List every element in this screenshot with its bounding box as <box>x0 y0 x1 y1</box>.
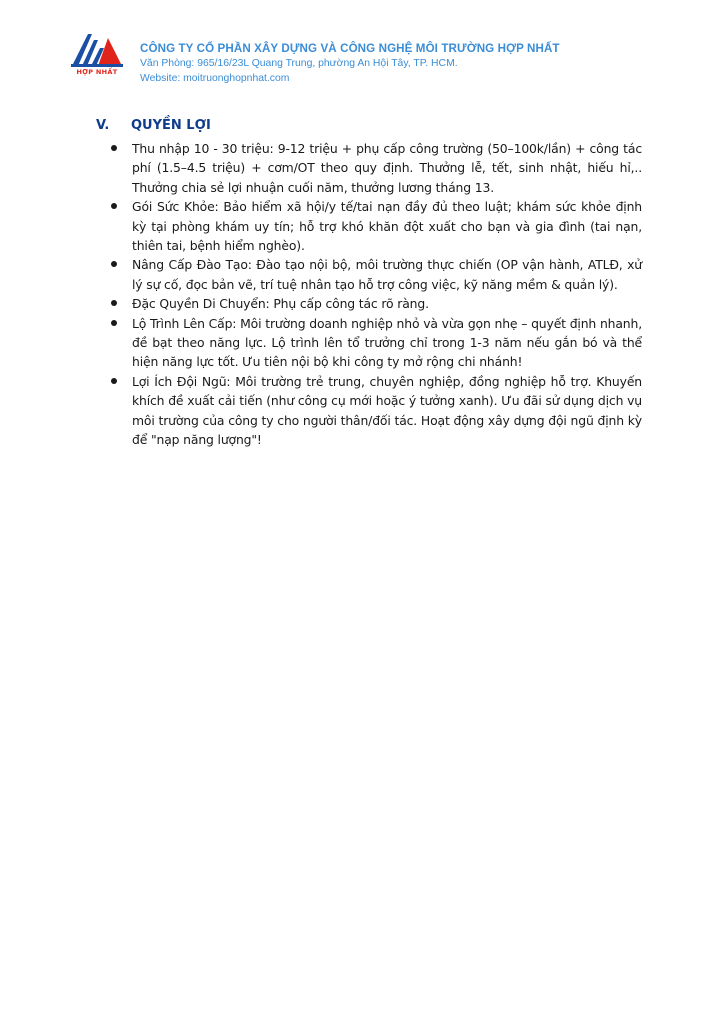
list-item <box>96 255 642 294</box>
benefits-section <box>96 117 642 450</box>
list-item-text: Nâng Cấp Đào Tạo: Đào tạo nội bộ, môi trường thực chiến (OP vận hành, ATLĐ, xử lý sự cố, đọc bản vẽ, trí tuệ nhân tạo hỗ trợ công việc, kỹ năng mềm & quản lý). <box>132 257 642 292</box>
list-item <box>96 314 642 372</box>
bullet-icon <box>111 145 117 151</box>
section-title: QUYỀN LỢI <box>131 118 211 133</box>
list-item-text: Lợi Ích Đội Ngũ: Môi trường trẻ trung, chuyên nghiệp, đồng nghiệp hỗ trợ. Khuyến khích đề xuất cải tiến (như công cụ mới hoặc ý tưởng xanh). Ưu đãi sử dụng dịch vụ môi trường của công ty cho người thân/đối tác. Hoạt động xây dựng đội ngũ định kỳ để "nạp năng lượng"! <box>132 373 642 448</box>
company-name: CÔNG TY CỔ PHẦN XÂY DỰNG VÀ CÔNG NGHỆ MÔI TRƯỜNG HỢP NHẤT <box>140 42 560 55</box>
logo-mark-icon <box>68 30 126 70</box>
benefits-list <box>96 139 642 450</box>
list-item-text: Lộ Trình Lên Cấp: Môi trường doanh nghiệp nhỏ và vừa gọn nhẹ – quyết định nhanh, đề bạt theo năng lực. Lộ trình lên tổ trưởng chỉ trong 1-3 năm nếu gắn bó và thể hiện năng lực tốt. Ưu tiên nội bộ khi công ty mở rộng chi nhánh! <box>132 315 642 370</box>
list-item-text: Thu nhập 10 - 30 triệu: 9-12 triệu + phụ cấp công trường (50–100k/lần) + công tác phí (1.5–4.5 triệu) + cơm/OT theo quy định. Thưởng lễ, tết, sinh nhật, hiếu hỉ,.. Thưởng chia sẻ lợi nhuận cuối năm, thưởng lương tháng 13. <box>132 141 642 195</box>
bullet-icon <box>111 261 117 267</box>
letterhead <box>68 30 668 90</box>
bullet-icon <box>111 203 117 209</box>
section-number: V. <box>96 118 110 133</box>
list-item <box>96 294 642 313</box>
company-logo <box>68 30 126 84</box>
bullet-icon <box>111 320 117 326</box>
office-address: Văn Phòng: 965/16/23L Quang Trung, phường An Hội Tây, TP. HCM. <box>140 58 458 69</box>
website-link[interactable]: Website: moitruonghopnhat.com <box>140 73 290 84</box>
list-item <box>96 372 642 450</box>
bullet-icon <box>111 300 117 306</box>
section-heading <box>96 117 642 135</box>
list-item <box>96 197 642 255</box>
list-item <box>96 139 642 197</box>
list-item-text: Đặc Quyền Di Chuyển: Phụ cấp công tác rõ ràng. <box>132 296 429 312</box>
bullet-icon <box>111 378 117 384</box>
list-item-text: Gói Sức Khỏe: Bảo hiểm xã hội/y tế/tai nạn đầy đủ theo luật; khám sức khỏe định kỳ tại phòng khám uy tín; hỗ trợ khó khăn đột xuất cho bạn và gia đình (tai nạn, thiên tai, bệnh hiểm nghèo). <box>132 199 642 254</box>
logo-wordmark: HỢP NHẤT <box>76 68 118 76</box>
